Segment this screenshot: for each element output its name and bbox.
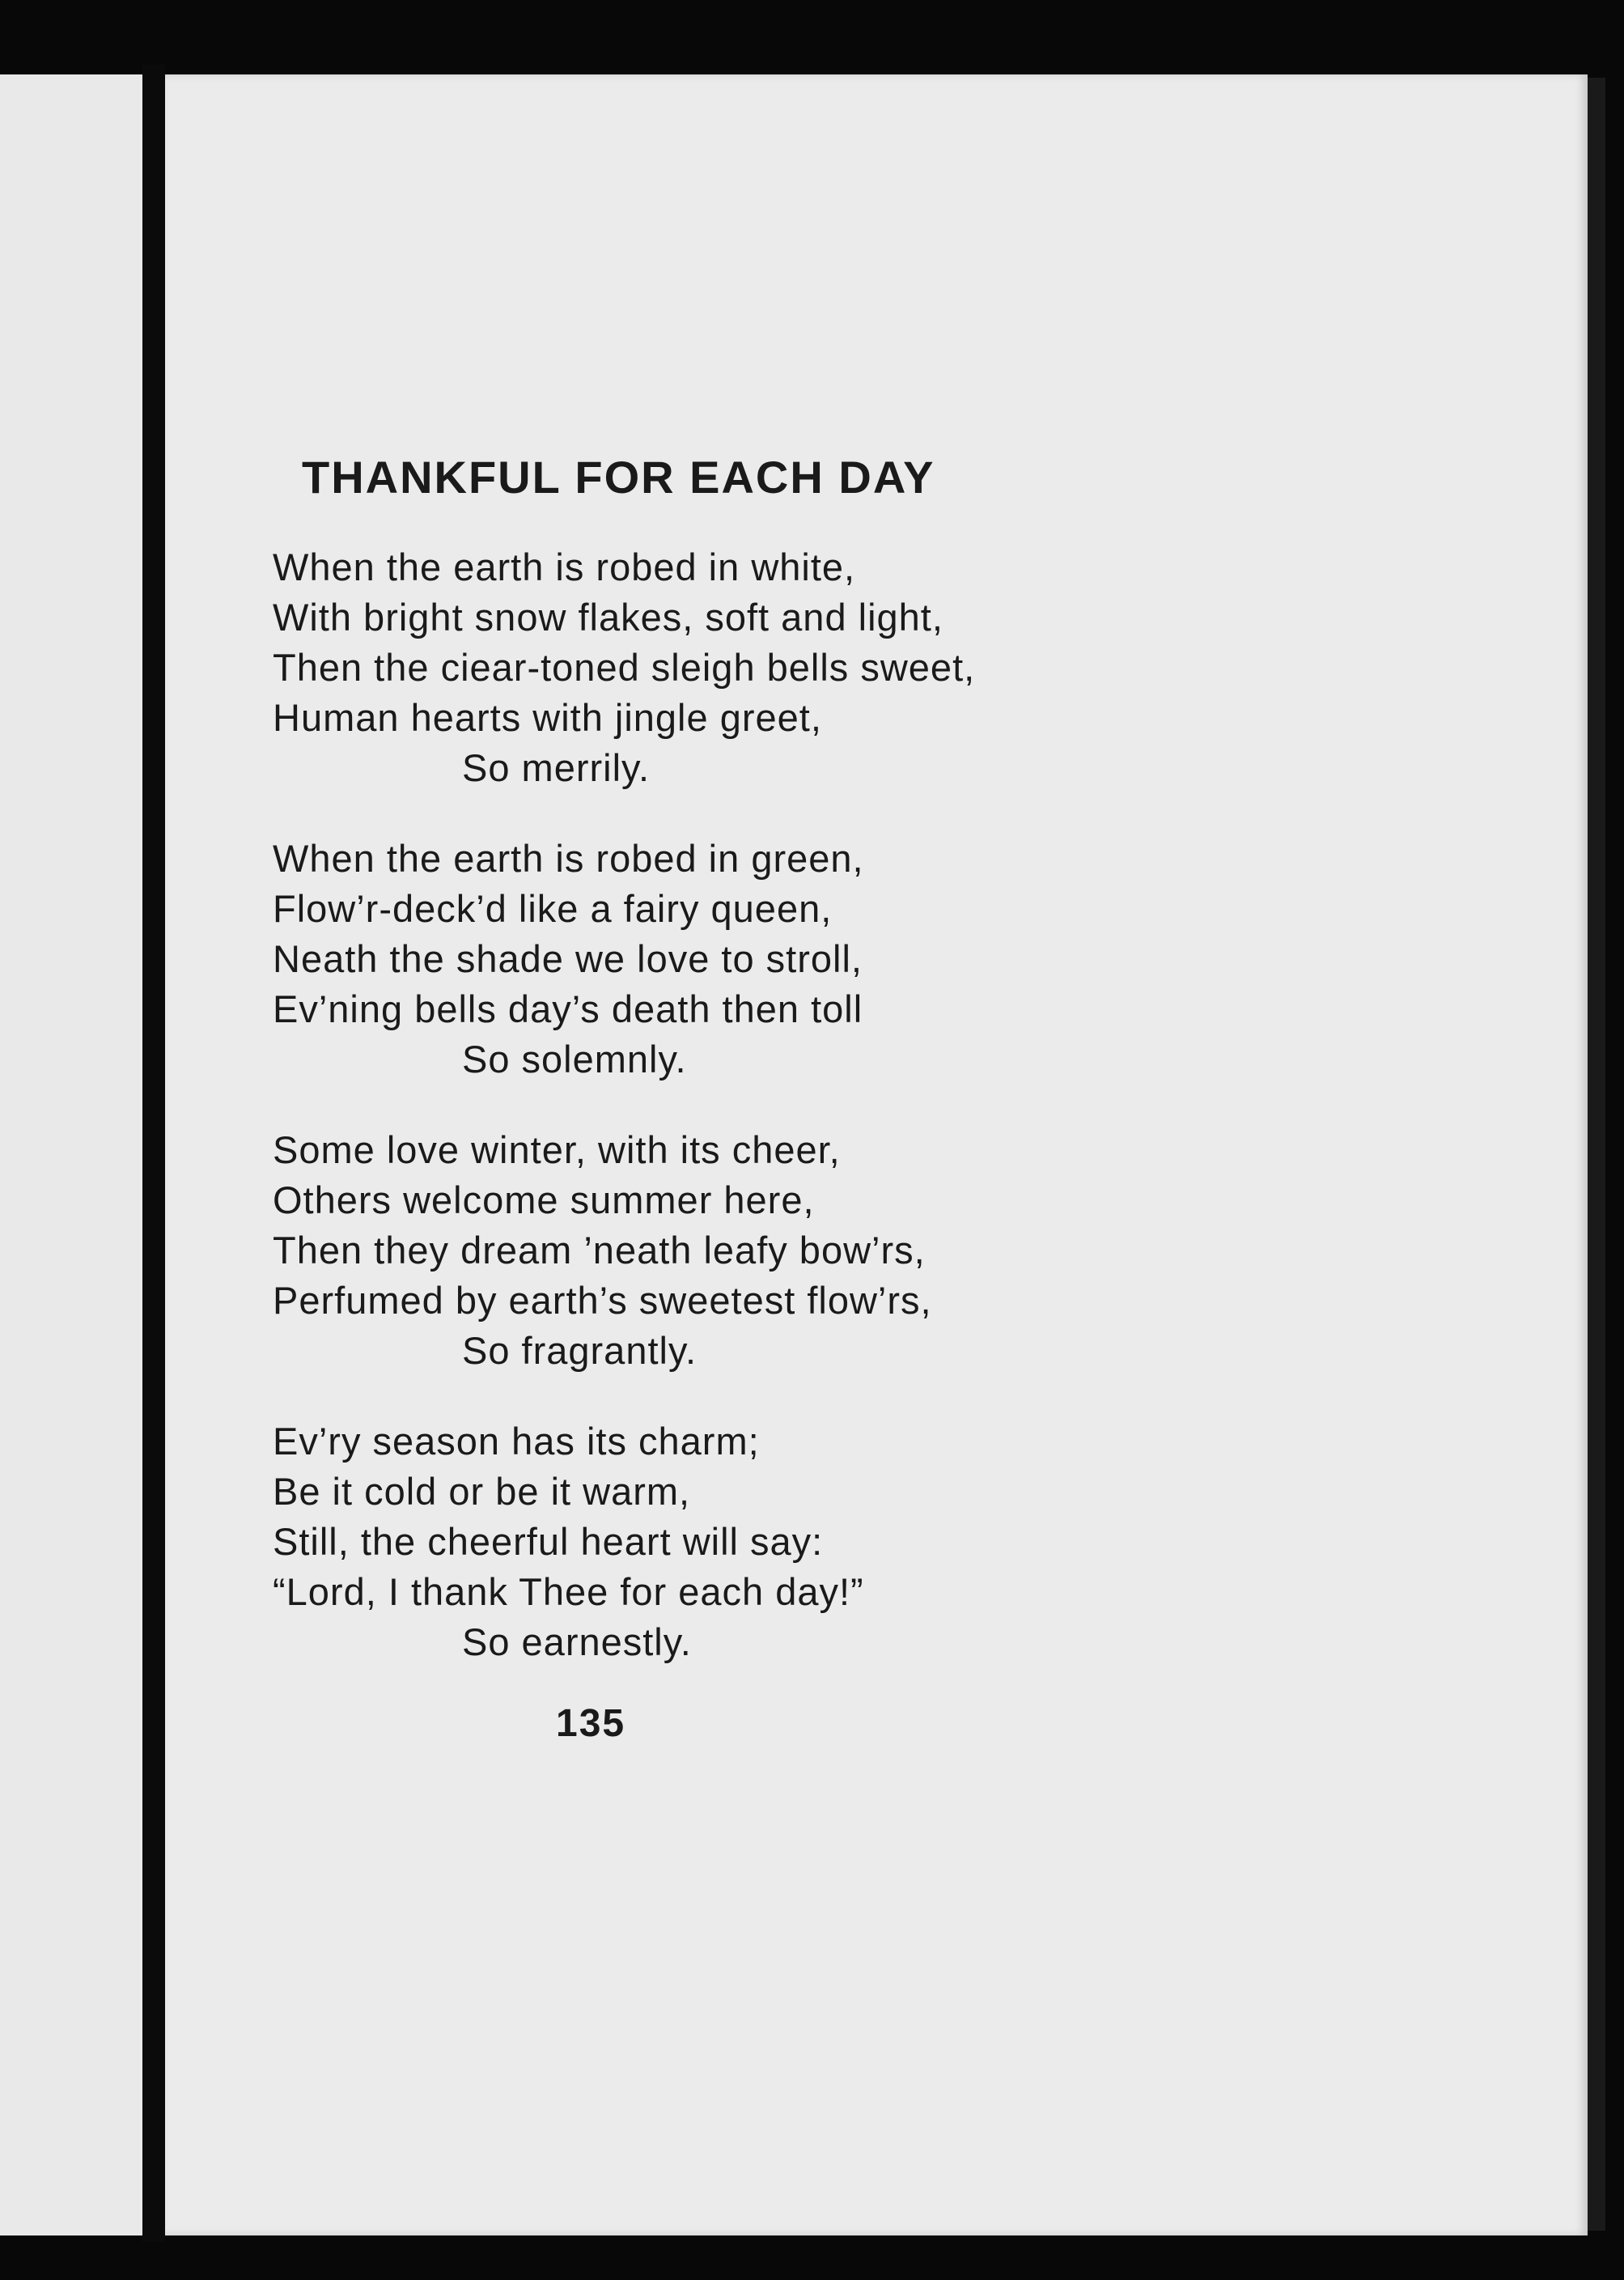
poem-line: Then the ciear-toned sleigh bells sweet, [273, 646, 976, 689]
poem-line: Ev’ry season has its charm; [273, 1420, 760, 1463]
poem-line: Perfumed by earth’s sweetest flow’rs, [273, 1279, 932, 1322]
book-gutter [142, 65, 165, 2242]
poem-line: Others welcome summer here, [273, 1178, 815, 1221]
stanza [273, 542, 1203, 793]
page-number: 135 [556, 1702, 626, 1745]
poem-line: Then they dream ’neath leafy bow’rs, [273, 1229, 926, 1272]
poem-line: Be it cold or be it warm, [273, 1470, 691, 1513]
facing-page-edge [0, 74, 142, 2235]
poem-line: Neath the shade we love to stroll, [273, 937, 863, 980]
poem-line: When the earth is robed in green, [273, 837, 864, 880]
refrain-line: So fragrantly. [462, 1329, 698, 1372]
poem-line: Ev’ning bells day’s death then toll [273, 987, 863, 1030]
poem-line: Still, the cheerful heart will say: [273, 1520, 824, 1563]
stanza [273, 1416, 1203, 1667]
refrain-line: So solemnly. [462, 1038, 687, 1081]
stanza [273, 834, 1203, 1085]
poem-line: Flow’r-deck’d like a fairy queen, [273, 887, 833, 930]
poem-line: Some love winter, with its cheer, [273, 1128, 841, 1171]
poem-line: Human hearts with jingle greet, [273, 696, 822, 739]
poem-title: THANKFUL FOR EACH DAY [302, 452, 935, 503]
page-edge [1588, 78, 1605, 2231]
poem-line: With bright snow flakes, soft and light, [273, 596, 943, 639]
stanza [273, 1125, 1203, 1376]
refrain-line: So merrily. [462, 746, 651, 789]
poem-line: “Lord, I thank Thee for each day!” [273, 1570, 864, 1613]
refrain-line: So earnestly. [462, 1620, 692, 1663]
poem [273, 445, 1203, 1746]
poem-line: When the earth is robed in white, [273, 546, 856, 588]
